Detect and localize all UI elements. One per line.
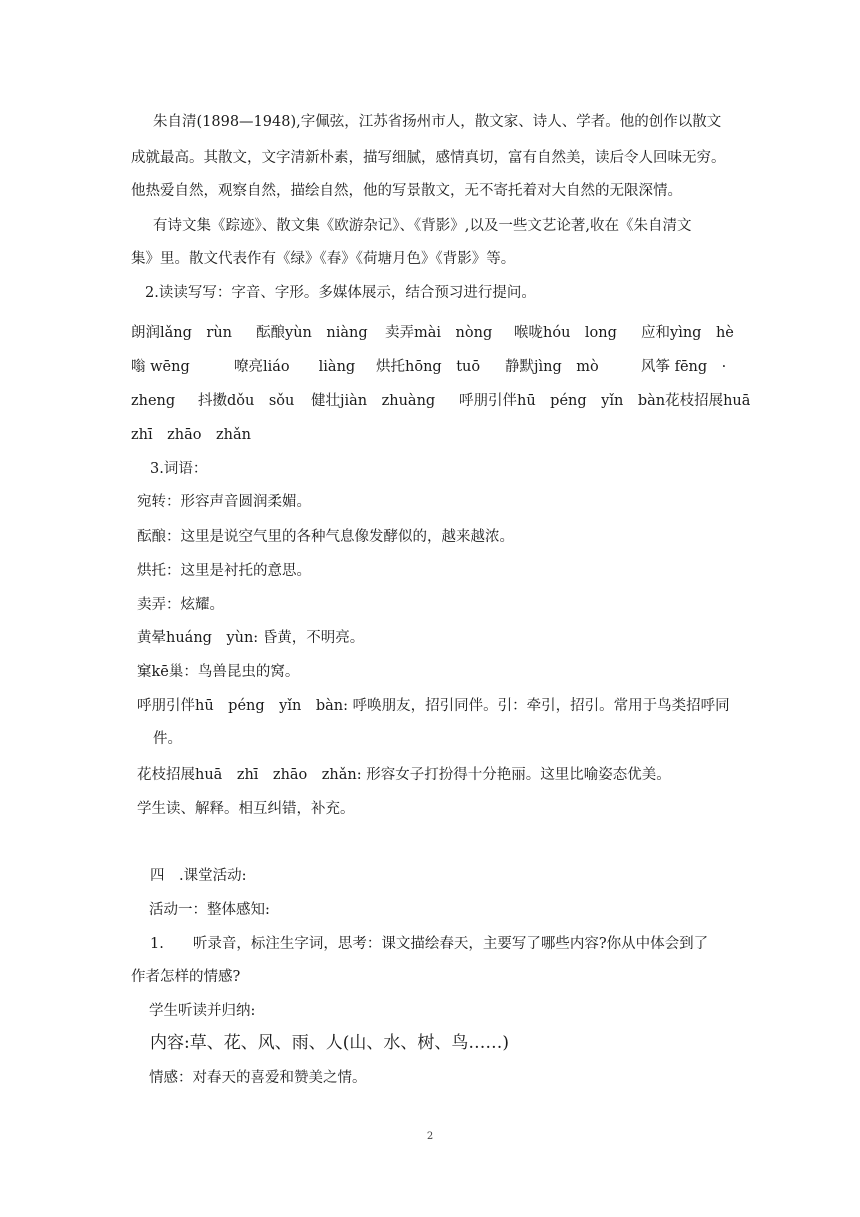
vocab-item: 酝酿yùn niàng [256, 325, 368, 341]
intro-line-2: 成就最高。其散文，文字清新朴素，描写细腻，感情真切，富有自然美，读后令人回味无穷。 [131, 150, 726, 166]
definition-item: 呼朋引伴hū péng yǐn bàn: 呼唤朋友，招引同伴。引：牵引，招引。常用于鸟类招呼同 [137, 698, 730, 714]
vocab-item: 风筝 fēng · [641, 359, 727, 375]
vocab-item: 卖弄mài nòng [385, 325, 493, 341]
definition-note: 学生读、解释。相互纠错，补充。 [137, 801, 355, 817]
vocab-item: 朗润lǎng rùn [131, 325, 233, 341]
definition-item: 窠kē巢：鸟兽昆虫的窝。 [137, 664, 300, 680]
intro-line-5: 集》里。散文代表作有《绿》《春》《荷塘月色》《背影》等。 [131, 251, 516, 267]
section-3-title: 3.词语： [150, 461, 208, 477]
definition-item: 卖弄：炫耀。 [137, 597, 224, 613]
vocab-item: 静默jìng mò [505, 359, 599, 375]
content-summary: 内容:草、花、风、雨、人(山、水、树、鸟……) [150, 1033, 509, 1053]
definition-item-continued: 件。 [153, 731, 182, 747]
vocab-item: 喉咙hóu long [514, 325, 617, 341]
vocab-item: 健壮jiàn zhuàng [311, 393, 436, 409]
vocab-item: 烘托hōng tuō [376, 359, 481, 375]
page-number: 2 [426, 1131, 434, 1142]
definition-item: 烘托：这里是衬托的意思。 [137, 563, 311, 579]
definition-item: 花枝招展huā zhī zhāo zhǎn: 形容女子打扮得十分艳丽。这里比喻姿态优美。 [137, 767, 671, 783]
vocab-item: 嗡 wēng [131, 359, 190, 375]
definition-item: 黄晕huáng yùn: 昏黄，不明亮。 [137, 630, 365, 646]
definition-item: 酝酿：这里是说空气里的各种气息像发酵似的，越来越浓。 [137, 529, 514, 545]
vocab-item: 嘹亮liáo liàng [234, 359, 356, 375]
question-1-continued: 作者怎样的情感? [131, 969, 241, 985]
intro-line-1: 朱自清(1898—1948),字佩弦，江苏省扬州市人，散文家、诗人、学者。他的创作以散文 [153, 114, 722, 130]
vocab-item: 抖擞dǒu sǒu [198, 393, 295, 409]
vocab-item: 呼朋引伴hū péng yǐn bàn花枝招展huā [459, 393, 751, 409]
definition-item: 宛转：形容声音圆润柔媚。 [137, 494, 311, 510]
activity-title: 活动一：整体感知: [149, 902, 270, 918]
section-4-title: 四 .课堂活动: [150, 868, 247, 884]
vocab-item: zheng [131, 393, 176, 409]
vocab-item: zhī zhāo zhǎn [131, 427, 251, 443]
intro-line-4: 有诗文集《踪迹》、散文集《欧游杂记》、《背影》,以及一些文艺论著,收在《朱自清文 [153, 218, 692, 234]
emotion-summary: 情感：对春天的喜爱和赞美之情。 [149, 1070, 367, 1086]
summary-label: 学生听读并归纳: [149, 1003, 256, 1019]
question-1: 1. 听录音，标注生字词，思考：课文描绘春天，主要写了哪些内容?你从中体会到了 [150, 936, 709, 952]
section-2-title: 2.读读写写：字音、字形。多媒体展示，结合预习进行提问。 [145, 285, 536, 301]
vocab-item: 应和yìng hè [641, 325, 734, 341]
intro-line-3: 他热爱自然，观察自然，描绘自然，他的写景散文，无不寄托着对大自然的无限深情。 [131, 183, 682, 199]
